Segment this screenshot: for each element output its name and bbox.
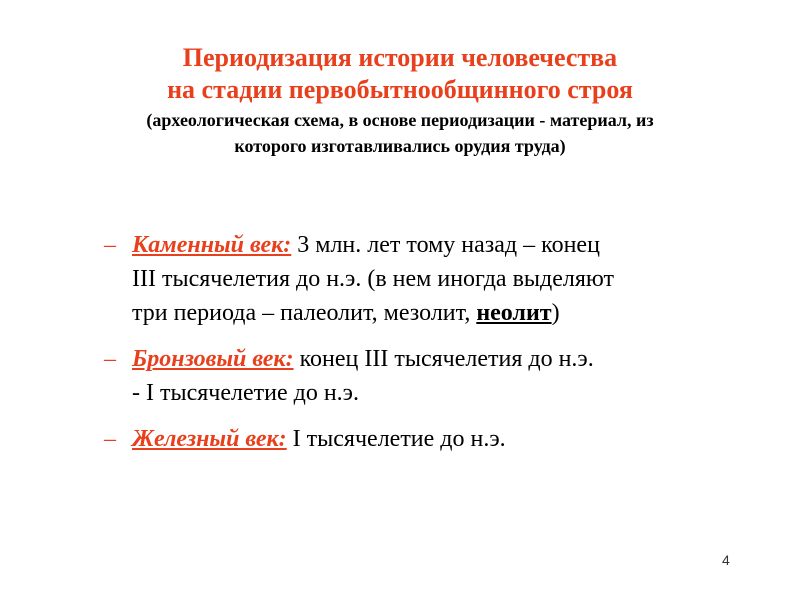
slide-subtitle-line-2: которого изготавливались орудия труда) <box>234 136 566 156</box>
slide-subtitle-line-1: (археологическая схема, в основе периодизации - материал, из <box>146 110 654 130</box>
era-list <box>104 228 744 468</box>
list-item-iron-age <box>104 422 744 456</box>
list-item-stone-age <box>104 228 744 330</box>
era-description-line-3: три периода – палеолит, мезолит, <box>132 300 477 326</box>
era-name-bronze-age: Бронзовый век: <box>132 346 294 372</box>
slide-title-line-2: на стадии первобытнообщинного строя <box>167 75 633 104</box>
bullet-dash: – <box>104 346 116 372</box>
neolithic-emphasis: неолит <box>476 300 552 326</box>
bullet-dash: – <box>104 232 116 258</box>
era-description-line-1: 3 млн. лет тому назад – конец <box>291 232 600 258</box>
era-description-line-1: I тысячелетие до н.э. <box>286 426 506 452</box>
era-description-line-2: - I тысячелетие до н.э. <box>132 380 359 406</box>
era-description-line-3-end: ) <box>551 300 560 326</box>
slide-title-line-1: Периодизация истории человечества <box>182 43 618 72</box>
page-number: 4 <box>722 552 730 568</box>
list-item-bronze-age <box>104 342 744 410</box>
era-name-stone-age: Каменный век: <box>132 232 292 258</box>
slide-title-block <box>40 42 760 158</box>
era-description-line-1: конец III тысячелетия до н.э. <box>293 346 594 372</box>
era-description-line-2: III тысячелетия до н.э. (в нем иногда выделяют <box>132 266 615 292</box>
era-name-iron-age: Железный век: <box>132 426 287 452</box>
bullet-dash: – <box>104 426 116 452</box>
